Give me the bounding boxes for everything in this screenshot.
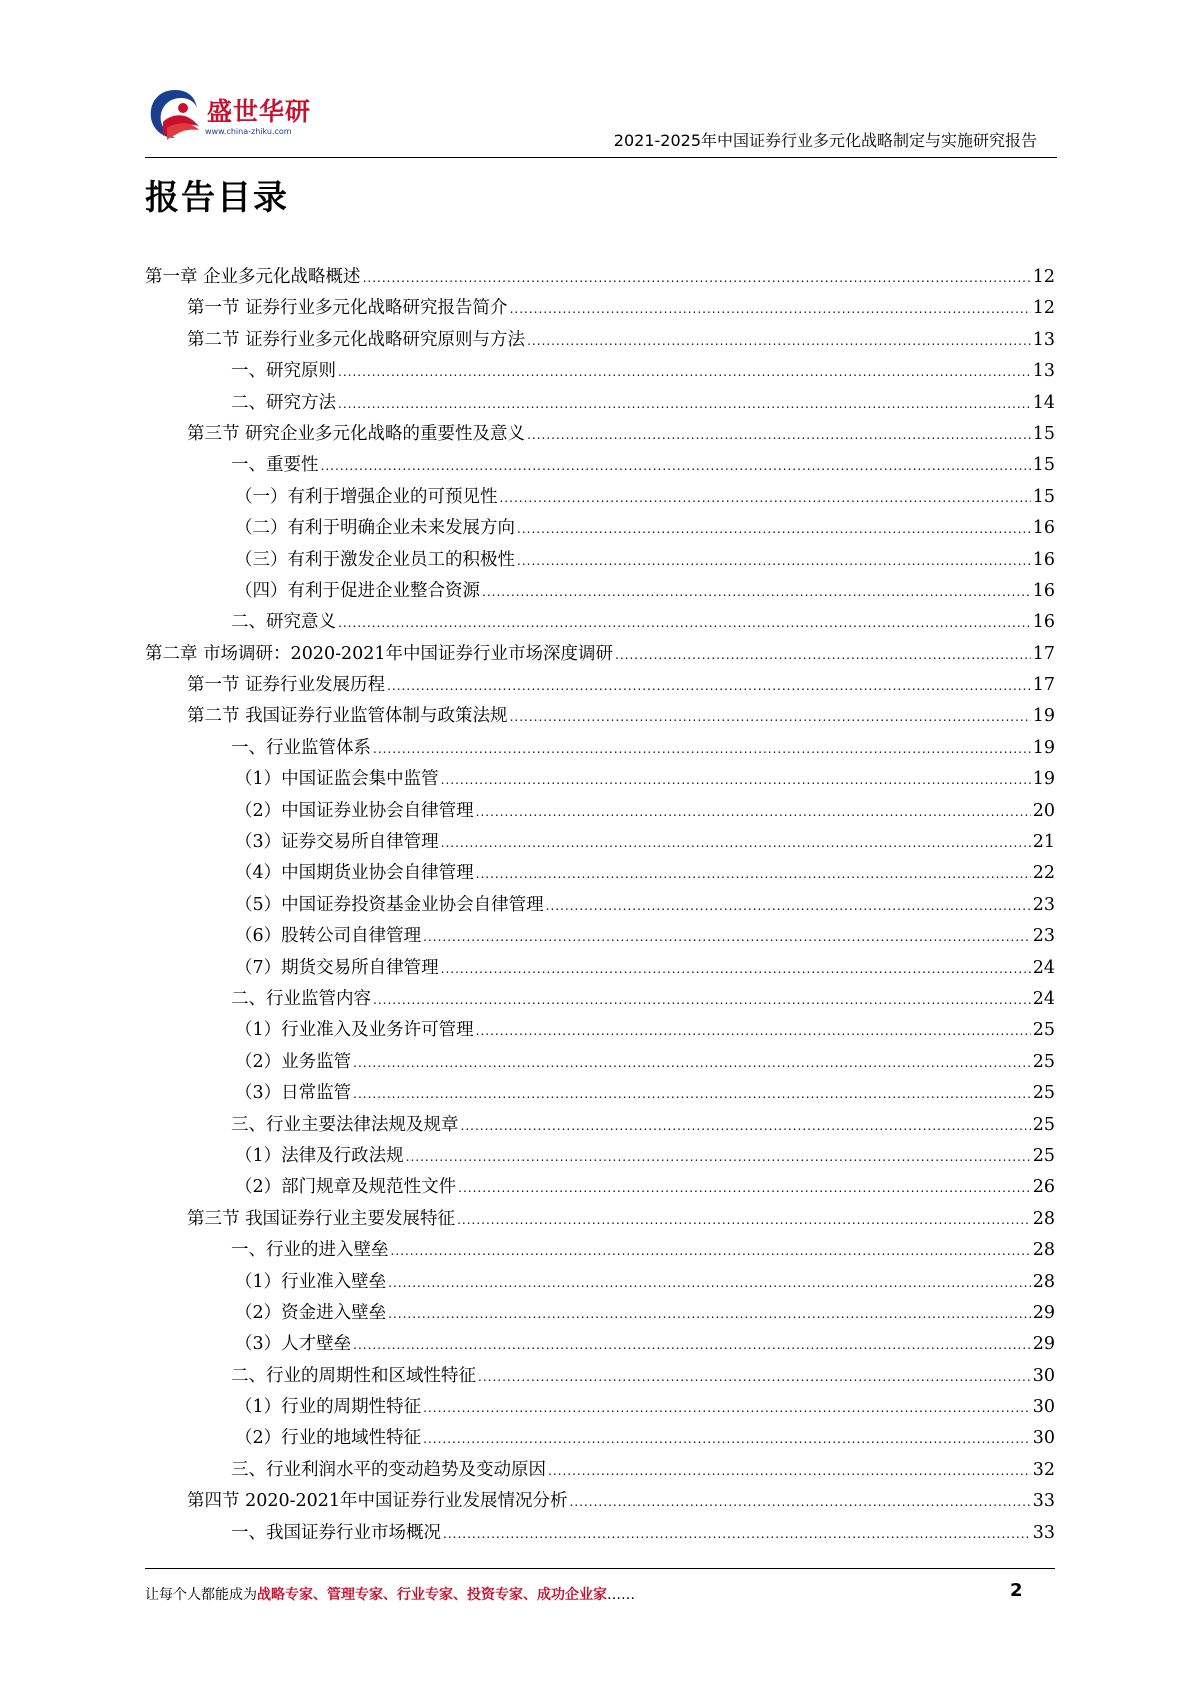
toc-dot-leader bbox=[461, 1111, 1031, 1142]
toc-entry-label: 二、研究方法 bbox=[231, 392, 336, 413]
toc-entry-label: 第二节 证券行业多元化战略研究原则与方法 bbox=[187, 329, 526, 350]
footer-slogan-prefix: 让每个人都能成为 bbox=[145, 1587, 257, 1603]
toc-entry-page: 19 bbox=[1032, 706, 1055, 727]
toc-entry[interactable] bbox=[145, 827, 1055, 858]
toc-entry[interactable] bbox=[145, 1078, 1055, 1109]
toc-entry[interactable] bbox=[145, 513, 1055, 544]
toc-entry[interactable] bbox=[145, 450, 1055, 481]
toc-dot-leader bbox=[476, 859, 1031, 890]
toc-entry-page: 29 bbox=[1032, 1334, 1055, 1355]
toc-entry[interactable] bbox=[145, 1518, 1055, 1549]
page-title: 报告目录 bbox=[145, 178, 289, 218]
toc-dot-leader bbox=[338, 357, 1031, 388]
company-logo bbox=[145, 82, 315, 148]
toc-entry[interactable] bbox=[145, 607, 1055, 638]
toc-entry-page: 24 bbox=[1032, 957, 1055, 978]
toc-entry[interactable] bbox=[145, 325, 1055, 356]
toc-entry-label: （2）中国证券业协会自律管理 bbox=[235, 800, 474, 821]
toc-entry-page: 30 bbox=[1032, 1428, 1055, 1449]
toc-dot-leader bbox=[441, 954, 1031, 985]
toc-entry-page: 19 bbox=[1032, 737, 1055, 758]
toc-entry[interactable] bbox=[145, 670, 1055, 701]
toc-entry-page: 26 bbox=[1032, 1177, 1055, 1198]
toc-dot-leader bbox=[338, 608, 1031, 639]
logo-url: www.china-zhiku.com bbox=[205, 127, 292, 136]
toc-dot-leader bbox=[353, 1048, 1031, 1079]
toc-entry-label: （5）中国证券投资基金业协会自律管理 bbox=[235, 894, 544, 915]
toc-entry[interactable] bbox=[145, 1110, 1055, 1141]
toc-dot-leader bbox=[373, 734, 1031, 765]
toc-entry[interactable] bbox=[145, 1047, 1055, 1078]
toc-dot-leader bbox=[476, 1016, 1031, 1047]
toc-entry[interactable] bbox=[145, 419, 1055, 450]
toc-dot-leader bbox=[457, 1205, 1031, 1236]
footer-divider bbox=[145, 1568, 1055, 1569]
toc-entry[interactable] bbox=[145, 262, 1055, 293]
toc-entry[interactable] bbox=[145, 1267, 1055, 1298]
toc-entry[interactable] bbox=[145, 1015, 1055, 1046]
toc-entry[interactable] bbox=[145, 764, 1055, 795]
toc-entry-page: 16 bbox=[1032, 580, 1055, 601]
toc-entry-page: 28 bbox=[1032, 1208, 1055, 1229]
toc-entry-page: 15 bbox=[1032, 423, 1055, 444]
toc-entry-label: 一、重要性 bbox=[231, 455, 319, 476]
toc-entry-page: 13 bbox=[1032, 329, 1055, 350]
toc-entry-label: （3）证券交易所自律管理 bbox=[235, 832, 439, 853]
toc-entry-label: 第一章 企业多元化战略概述 bbox=[145, 267, 361, 287]
toc-dot-leader bbox=[321, 451, 1031, 482]
toc-entry-label: 第三节 我国证券行业主要发展特征 bbox=[187, 1208, 456, 1229]
toc-dot-leader bbox=[423, 1393, 1031, 1424]
toc-dot-leader bbox=[570, 1487, 1031, 1518]
toc-entry-label: （6）股转公司自律管理 bbox=[235, 926, 422, 947]
toc-entry[interactable] bbox=[145, 796, 1055, 827]
toc-entry-label: （7）期货交易所自律管理 bbox=[235, 957, 439, 978]
toc-entry-label: （三）有利于激发企业员工的积极性 bbox=[235, 549, 515, 570]
toc-dot-leader bbox=[510, 294, 1031, 325]
toc-entry-label: 第二节 我国证券行业监管体制与政策法规 bbox=[187, 706, 508, 727]
toc-entry-label: （1）中国证监会集中监管 bbox=[235, 769, 439, 790]
toc-entry-page: 17 bbox=[1032, 675, 1055, 696]
toc-dot-leader bbox=[388, 1299, 1031, 1330]
toc-dot-leader bbox=[387, 671, 1031, 702]
toc-entry-label: （四）有利于促进企业整合资源 bbox=[235, 580, 480, 601]
table-of-contents bbox=[145, 262, 1055, 1549]
toc-entry-page: 17 bbox=[1032, 643, 1055, 664]
toc-dot-leader bbox=[353, 1079, 1031, 1110]
toc-entry-label: 第三节 研究企业多元化战略的重要性及意义 bbox=[187, 423, 526, 444]
page-number: 2 bbox=[1010, 1580, 1023, 1601]
toc-entry[interactable] bbox=[145, 890, 1055, 921]
toc-entry-label: 一、研究原则 bbox=[231, 361, 336, 382]
footer-slogan-suffix: …… bbox=[607, 1587, 635, 1603]
toc-dot-leader bbox=[373, 985, 1031, 1016]
toc-dot-leader bbox=[517, 546, 1031, 577]
toc-entry-page: 33 bbox=[1032, 1491, 1055, 1512]
toc-entry-label: （2）行业的地域性特征 bbox=[235, 1428, 422, 1449]
toc-entry[interactable] bbox=[145, 984, 1055, 1015]
toc-dot-leader bbox=[353, 1330, 1031, 1361]
toc-entry-label: 一、行业的进入壁垒 bbox=[231, 1240, 389, 1261]
toc-dot-leader bbox=[363, 263, 1031, 294]
toc-entry[interactable] bbox=[145, 1329, 1055, 1360]
toc-entry-page: 15 bbox=[1032, 486, 1055, 507]
toc-entry-label: （3）日常监管 bbox=[235, 1083, 352, 1104]
toc-dot-leader bbox=[441, 765, 1031, 796]
toc-entry-page: 30 bbox=[1032, 1397, 1055, 1418]
toc-entry-label: （二）有利于明确企业未来发展方向 bbox=[235, 518, 515, 539]
toc-entry-label: 一、我国证券行业市场概况 bbox=[231, 1522, 441, 1543]
toc-entry-page: 19 bbox=[1032, 769, 1055, 790]
report-header-title: 2021-2025年中国证券行业多元化战略制定与实施研究报告 bbox=[613, 131, 1037, 150]
toc-entry-page: 25 bbox=[1032, 1051, 1055, 1072]
toc-entry-label: 三、行业利润水平的变动趋势及变动原因 bbox=[231, 1459, 546, 1480]
toc-entry-page: 25 bbox=[1032, 1145, 1055, 1166]
toc-entry[interactable] bbox=[145, 1298, 1055, 1329]
toc-entry[interactable] bbox=[145, 576, 1055, 607]
toc-entry-page: 25 bbox=[1032, 1083, 1055, 1104]
toc-dot-leader bbox=[500, 483, 1031, 514]
toc-entry-page: 15 bbox=[1032, 455, 1055, 476]
toc-entry[interactable] bbox=[145, 356, 1055, 387]
toc-dot-leader bbox=[443, 1519, 1031, 1550]
toc-entry-page: 12 bbox=[1032, 298, 1055, 319]
toc-entry-label: 二、行业监管内容 bbox=[231, 988, 371, 1009]
toc-entry-label: 第一节 证券行业多元化战略研究报告简介 bbox=[187, 298, 508, 319]
toc-entry[interactable] bbox=[145, 921, 1055, 952]
toc-entry-page: 21 bbox=[1032, 832, 1055, 853]
toc-entry-label: 三、行业主要法律法规及规章 bbox=[231, 1114, 459, 1135]
toc-entry[interactable] bbox=[145, 388, 1055, 419]
toc-entry-label: （1）行业准入及业务许可管理 bbox=[235, 1020, 474, 1041]
toc-entry-label: 一、行业监管体系 bbox=[231, 737, 371, 758]
toc-entry-label: 第四节 2020-2021年中国证券行业发展情况分析 bbox=[187, 1491, 568, 1512]
toc-entry[interactable] bbox=[145, 1235, 1055, 1266]
toc-entry[interactable] bbox=[145, 545, 1055, 576]
toc-entry[interactable] bbox=[145, 1141, 1055, 1172]
toc-entry-page: 25 bbox=[1032, 1114, 1055, 1135]
toc-dot-leader bbox=[476, 797, 1031, 828]
header-divider bbox=[145, 157, 1057, 158]
toc-entry-page: 28 bbox=[1032, 1240, 1055, 1261]
toc-entry-label: （1）行业准入壁垒 bbox=[235, 1271, 387, 1292]
toc-entry-label: （1）行业的周期性特征 bbox=[235, 1397, 422, 1418]
toc-dot-leader bbox=[615, 640, 1031, 671]
toc-entry-page: 23 bbox=[1032, 926, 1055, 947]
toc-dot-leader bbox=[510, 702, 1031, 733]
toc-entry-page: 32 bbox=[1032, 1459, 1055, 1480]
toc-entry-page: 24 bbox=[1032, 988, 1055, 1009]
footer-slogan-highlight: 战略专家、管理专家、行业专家、投资专家、成功企业家 bbox=[257, 1587, 607, 1603]
toc-entry[interactable] bbox=[145, 293, 1055, 324]
logo-emblem-icon bbox=[145, 82, 205, 144]
toc-entry-label: 二、行业的周期性和区域性特征 bbox=[231, 1365, 476, 1386]
toc-dot-leader bbox=[527, 420, 1031, 451]
toc-entry-page: 14 bbox=[1032, 392, 1055, 413]
toc-dot-leader bbox=[423, 922, 1031, 953]
toc-entry-label: （一）有利于增强企业的可预见性 bbox=[235, 486, 498, 507]
toc-entry[interactable] bbox=[145, 733, 1055, 764]
toc-entry-page: 29 bbox=[1032, 1302, 1055, 1323]
toc-dot-leader bbox=[482, 577, 1031, 608]
toc-dot-leader bbox=[338, 389, 1031, 420]
toc-entry-label: 第一节 证券行业发展历程 bbox=[187, 675, 386, 696]
toc-entry-page: 25 bbox=[1032, 1020, 1055, 1041]
toc-entry[interactable] bbox=[145, 1361, 1055, 1392]
page-header bbox=[145, 78, 1057, 158]
toc-entry[interactable] bbox=[145, 858, 1055, 889]
toc-entry-page: 13 bbox=[1032, 361, 1055, 382]
toc-dot-leader bbox=[478, 1362, 1031, 1393]
toc-dot-leader bbox=[441, 828, 1031, 859]
toc-entry-label: 第二章 市场调研：2020-2021年中国证券行业市场深度调研 bbox=[145, 643, 614, 664]
toc-entry-label: （4）中国期货业协会自律管理 bbox=[235, 863, 474, 884]
toc-entry-label: （2）业务监管 bbox=[235, 1051, 352, 1072]
toc-dot-leader bbox=[423, 1424, 1031, 1455]
toc-dot-leader bbox=[391, 1236, 1031, 1267]
toc-dot-leader bbox=[406, 1142, 1031, 1173]
toc-entry[interactable] bbox=[145, 701, 1055, 732]
toc-dot-leader bbox=[548, 1456, 1031, 1487]
toc-entry[interactable] bbox=[145, 1204, 1055, 1235]
toc-dot-leader bbox=[458, 1173, 1031, 1204]
toc-entry-page: 30 bbox=[1032, 1365, 1055, 1386]
toc-dot-leader bbox=[517, 514, 1031, 545]
toc-dot-leader bbox=[388, 1268, 1031, 1299]
toc-entry-page: 22 bbox=[1032, 863, 1055, 884]
toc-entry-page: 20 bbox=[1032, 800, 1055, 821]
logo-text: 盛世华研 bbox=[207, 97, 312, 126]
toc-entry[interactable] bbox=[145, 1423, 1055, 1454]
toc-entry-label: 二、研究意义 bbox=[231, 612, 336, 633]
toc-entry[interactable] bbox=[145, 1486, 1055, 1517]
toc-entry-page: 16 bbox=[1032, 549, 1055, 570]
toc-entry[interactable] bbox=[145, 639, 1055, 670]
toc-entry-label: （2）资金进入壁垒 bbox=[235, 1302, 387, 1323]
toc-entry-page: 33 bbox=[1032, 1522, 1055, 1543]
toc-entry-label: （3）人才壁垒 bbox=[235, 1334, 352, 1355]
toc-entry-page: 28 bbox=[1032, 1271, 1055, 1292]
toc-dot-leader bbox=[546, 891, 1031, 922]
toc-entry-label: （1）法律及行政法规 bbox=[235, 1145, 404, 1166]
toc-entry[interactable] bbox=[145, 1455, 1055, 1486]
footer-slogan bbox=[145, 1584, 635, 1604]
toc-entry[interactable] bbox=[145, 953, 1055, 984]
toc-entry-page: 12 bbox=[1032, 267, 1055, 287]
toc-entry[interactable] bbox=[145, 1392, 1055, 1423]
toc-entry[interactable] bbox=[145, 482, 1055, 513]
toc-entry[interactable] bbox=[145, 1172, 1055, 1203]
toc-entry-page: 16 bbox=[1032, 518, 1055, 539]
toc-entry-page: 23 bbox=[1032, 894, 1055, 915]
toc-entry-page: 16 bbox=[1032, 612, 1055, 633]
toc-dot-leader bbox=[527, 326, 1031, 357]
toc-entry-label: （2）部门规章及规范性文件 bbox=[235, 1177, 457, 1198]
